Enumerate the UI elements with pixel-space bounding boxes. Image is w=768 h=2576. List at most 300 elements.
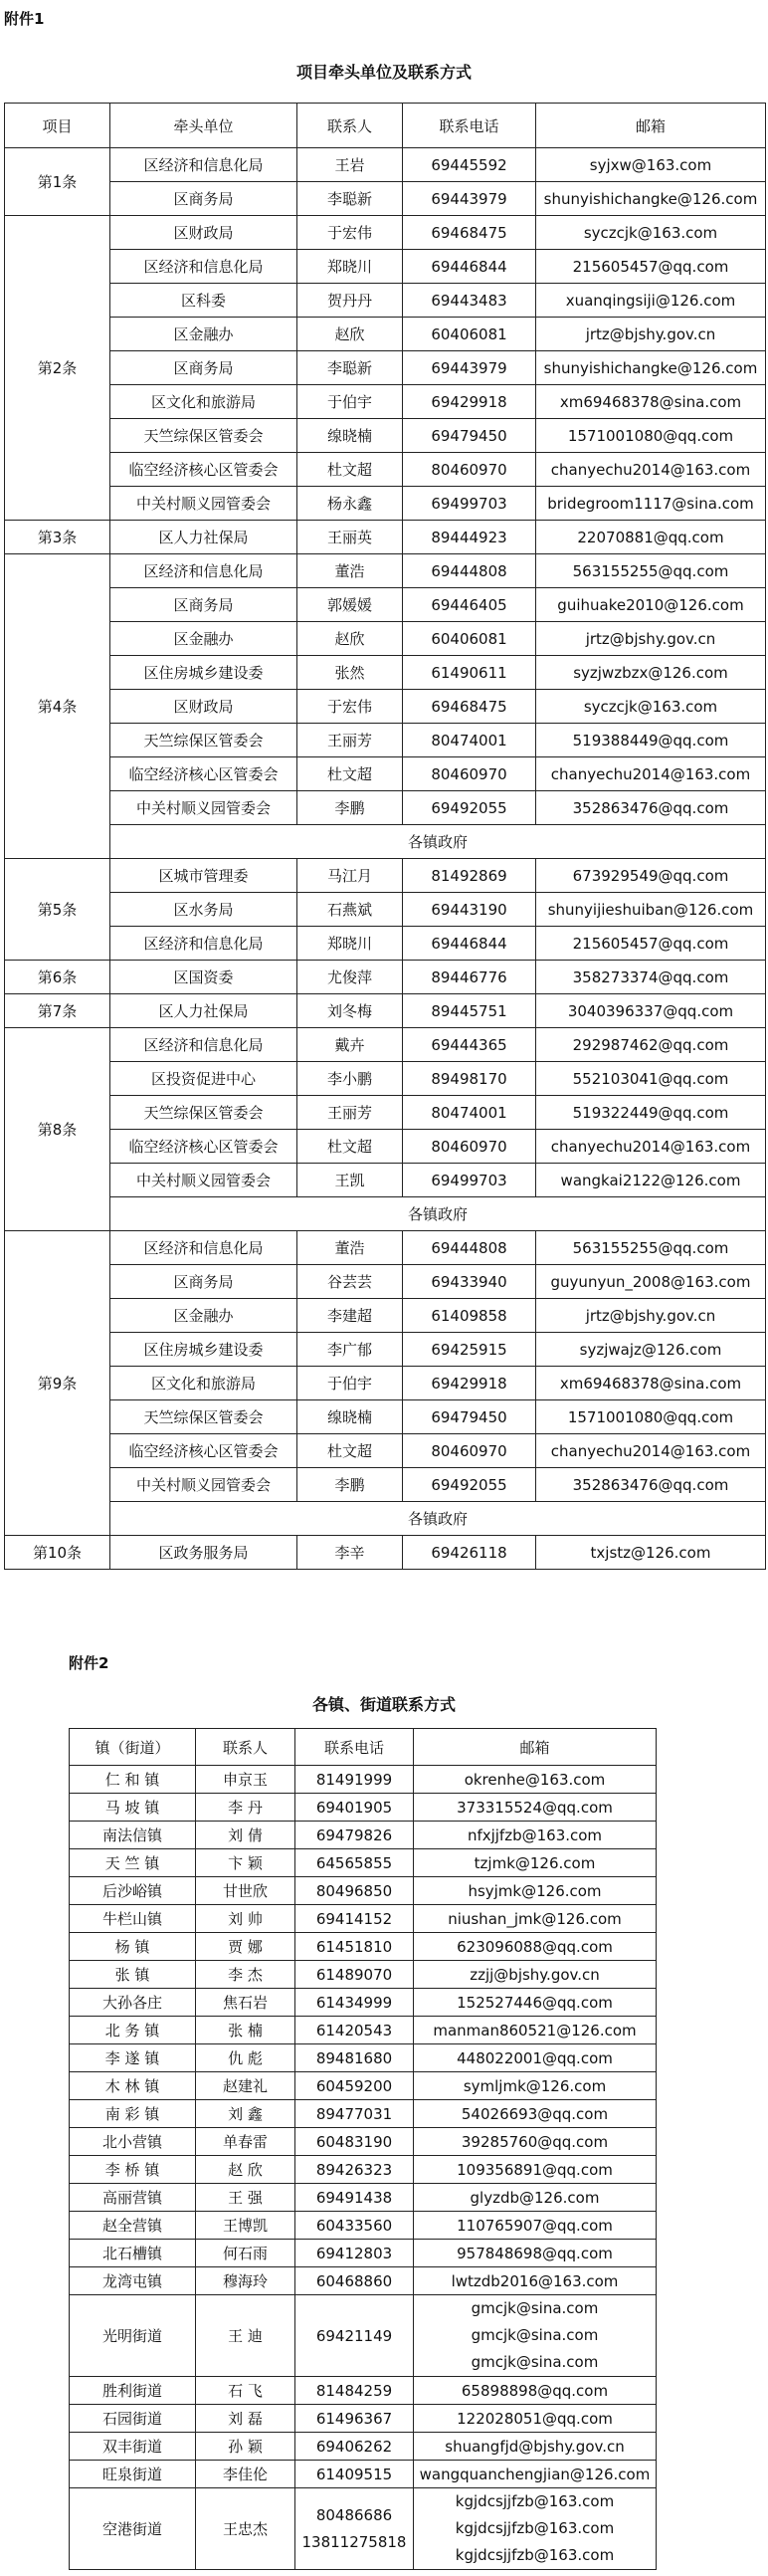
contact-cell: 李 丹 bbox=[196, 1794, 295, 1822]
unit-cell: 区住房城乡建设委 bbox=[110, 656, 297, 690]
email-cell: 110765907@qq.com bbox=[414, 2212, 657, 2240]
email-cell: guyunyun_2008@163.com bbox=[536, 1265, 766, 1299]
annex1-label: 附件1 bbox=[4, 10, 45, 28]
phone-cell: 89498170 bbox=[403, 1062, 536, 1096]
contact-cell: 于宏伟 bbox=[297, 216, 403, 250]
contact-cell: 李鹏 bbox=[297, 791, 403, 825]
table-row bbox=[5, 1096, 766, 1130]
email-cell-line: gmcjk@sina.com bbox=[471, 2326, 599, 2344]
phone-cell: 69425915 bbox=[403, 1333, 536, 1367]
unit-cell: 区金融办 bbox=[110, 1299, 297, 1333]
email-cell: 22070881@qq.com bbox=[536, 521, 766, 554]
table-row bbox=[5, 1367, 766, 1400]
unit-cell: 区水务局 bbox=[110, 893, 297, 927]
table-row bbox=[5, 1536, 766, 1570]
town-cell: 李 桥 镇 bbox=[70, 2156, 196, 2184]
table-row bbox=[5, 825, 766, 859]
contact-cell: 李小鹏 bbox=[297, 1062, 403, 1096]
unit-cell: 中关村顺义园管委会 bbox=[110, 791, 297, 825]
phone-cell-line: 80486686 bbox=[315, 2505, 393, 2524]
lead-unit-table-body bbox=[5, 148, 766, 1570]
unit-cell: 中关村顺义园管委会 bbox=[110, 1164, 297, 1197]
table-row bbox=[5, 521, 766, 554]
contact-cell: 李建超 bbox=[297, 1299, 403, 1333]
phone-cell: 80496850 bbox=[295, 1877, 414, 1905]
email-cell: chanyechu2014@163.com bbox=[536, 453, 766, 487]
table-row bbox=[5, 284, 766, 318]
contact-cell: 石 飞 bbox=[196, 2377, 295, 2405]
unit-cell: 区城市管理委 bbox=[110, 859, 297, 893]
table-row bbox=[5, 893, 766, 927]
table-row bbox=[70, 2184, 657, 2212]
email-cell bbox=[414, 2295, 657, 2377]
town-cell: 双丰街道 bbox=[70, 2433, 196, 2461]
contact-cell: 赵欣 bbox=[297, 318, 403, 351]
unit-cell: 天竺综保区管委会 bbox=[110, 1096, 297, 1130]
contact-cell: 李 杰 bbox=[196, 1961, 295, 1989]
email-cell: shuangfjd@bjshy.gov.cn bbox=[414, 2433, 657, 2461]
contact-cell: 王忠杰 bbox=[196, 2488, 295, 2570]
email-cell: shunyijieshuiban@126.com bbox=[536, 893, 766, 927]
table-row bbox=[5, 318, 766, 351]
contact-cell: 王博凯 bbox=[196, 2212, 295, 2240]
phone-cell: 89426323 bbox=[295, 2156, 414, 2184]
town-cell: 大孙各庄 bbox=[70, 1989, 196, 2017]
phone-cell: 69499703 bbox=[403, 487, 536, 521]
phone-cell: 61434999 bbox=[295, 1989, 414, 2017]
table-row bbox=[5, 1197, 766, 1231]
unit-cell: 区财政局 bbox=[110, 216, 297, 250]
table-row bbox=[5, 1130, 766, 1164]
unit-cell: 临空经济核心区管委会 bbox=[110, 1130, 297, 1164]
email-cell: tzjmk@126.com bbox=[414, 1849, 657, 1877]
table-row bbox=[5, 724, 766, 757]
contact-cell: 刘冬梅 bbox=[297, 994, 403, 1028]
phone-cell: 60459200 bbox=[295, 2072, 414, 2100]
table-row bbox=[70, 2100, 657, 2128]
town-cell: 木 林 镇 bbox=[70, 2072, 196, 2100]
item-cell: 第5条 bbox=[5, 859, 110, 961]
table-row bbox=[70, 2156, 657, 2184]
email-cell: 957848698@qq.com bbox=[414, 2240, 657, 2267]
item-cell: 第3条 bbox=[5, 521, 110, 554]
email-cell: jrtz@bjshy.gov.cn bbox=[536, 318, 766, 351]
contact-cell: 郑晓川 bbox=[297, 250, 403, 284]
table-row bbox=[70, 1766, 657, 1794]
item-cell: 第9条 bbox=[5, 1231, 110, 1536]
table-row bbox=[70, 2212, 657, 2240]
header-phone: 联系电话 bbox=[295, 1729, 414, 1766]
email-cell: bridegroom1117@sina.com bbox=[536, 487, 766, 521]
contact-cell: 王凯 bbox=[297, 1164, 403, 1197]
unit-cell: 区经济和信息化局 bbox=[110, 927, 297, 961]
contact-cell: 李聪新 bbox=[297, 351, 403, 385]
contact-cell: 刘 帅 bbox=[196, 1905, 295, 1933]
phone-cell: 81492869 bbox=[403, 859, 536, 893]
email-cell: 152527446@qq.com bbox=[414, 1989, 657, 2017]
phone-cell: 69492055 bbox=[403, 1468, 536, 1502]
email-cell: 1571001080@qq.com bbox=[536, 419, 766, 453]
header-phone: 联系电话 bbox=[403, 104, 536, 148]
email-cell: chanyechu2014@163.com bbox=[536, 1130, 766, 1164]
phone-cell: 69443190 bbox=[403, 893, 536, 927]
phone-cell: 69444808 bbox=[403, 1231, 536, 1265]
unit-cell: 区商务局 bbox=[110, 182, 297, 216]
town-contact-table bbox=[69, 1728, 657, 2570]
email-cell: lwtzdb2016@163.com bbox=[414, 2267, 657, 2295]
phone-cell: 89481680 bbox=[295, 2044, 414, 2072]
header-email: 邮箱 bbox=[414, 1729, 657, 1766]
town-cell: 仁 和 镇 bbox=[70, 1766, 196, 1794]
email-cell: chanyechu2014@163.com bbox=[536, 1434, 766, 1468]
contact-cell: 缐晓楠 bbox=[297, 1400, 403, 1434]
phone-cell: 89444923 bbox=[403, 521, 536, 554]
email-cell: manman860521@126.com bbox=[414, 2017, 657, 2044]
phone-cell: 69414152 bbox=[295, 1905, 414, 1933]
table-row bbox=[70, 1822, 657, 1849]
email-cell: xm69468378@sina.com bbox=[536, 385, 766, 419]
contact-cell: 穆海玲 bbox=[196, 2267, 295, 2295]
town-cell: 胜利街道 bbox=[70, 2377, 196, 2405]
contact-cell: 赵 欣 bbox=[196, 2156, 295, 2184]
email-cell: syczcjk@163.com bbox=[536, 690, 766, 724]
contact-cell: 马江月 bbox=[297, 859, 403, 893]
phone-cell: 69479450 bbox=[403, 419, 536, 453]
email-cell: 292987462@qq.com bbox=[536, 1028, 766, 1062]
table-row bbox=[70, 2405, 657, 2433]
phone-cell: 69401905 bbox=[295, 1794, 414, 1822]
email-cell-line: kgjdcsjjfzb@163.com bbox=[455, 2546, 615, 2564]
town-cell: 北石槽镇 bbox=[70, 2240, 196, 2267]
table-row bbox=[5, 1434, 766, 1468]
table-row bbox=[70, 2240, 657, 2267]
email-cell: syzjwajz@126.com bbox=[536, 1333, 766, 1367]
email-cell-line: gmcjk@sina.com bbox=[471, 2353, 599, 2371]
unit-cell: 区金融办 bbox=[110, 318, 297, 351]
phone-cell: 69429918 bbox=[403, 1367, 536, 1400]
table-row bbox=[5, 419, 766, 453]
phone-cell: 89445751 bbox=[403, 994, 536, 1028]
contact-cell: 焦石岩 bbox=[196, 1989, 295, 2017]
unit-cell: 区投资促进中心 bbox=[110, 1062, 297, 1096]
table-row bbox=[5, 453, 766, 487]
phone-cell: 69446844 bbox=[403, 927, 536, 961]
unit-cell: 区住房城乡建设委 bbox=[110, 1333, 297, 1367]
town-cell: 光明街道 bbox=[70, 2295, 196, 2377]
annex1-title: 项目牵头单位及联系方式 bbox=[295, 63, 472, 82]
table-row bbox=[5, 961, 766, 994]
email-cell: 122028051@qq.com bbox=[414, 2405, 657, 2433]
table-row bbox=[5, 1062, 766, 1096]
email-cell: 65898898@qq.com bbox=[414, 2377, 657, 2405]
table-row bbox=[5, 622, 766, 656]
email-cell: 352863476@qq.com bbox=[536, 791, 766, 825]
table-row bbox=[5, 1502, 766, 1536]
town-cell: 马 坡 镇 bbox=[70, 1794, 196, 1822]
phone-cell: 69426118 bbox=[403, 1536, 536, 1570]
unit-cell: 临空经济核心区管委会 bbox=[110, 453, 297, 487]
table-row bbox=[5, 250, 766, 284]
phone-cell: 80460970 bbox=[403, 1434, 536, 1468]
unit-cell: 区经济和信息化局 bbox=[110, 1028, 297, 1062]
table-row bbox=[5, 588, 766, 622]
phone-cell: 81484259 bbox=[295, 2377, 414, 2405]
town-contact-table-body bbox=[70, 1766, 657, 2570]
email-cell: 109356891@qq.com bbox=[414, 2156, 657, 2184]
email-cell: 352863476@qq.com bbox=[536, 1468, 766, 1502]
phone-cell: 61496367 bbox=[295, 2405, 414, 2433]
table-row bbox=[5, 1231, 766, 1265]
contact-cell: 仇 彪 bbox=[196, 2044, 295, 2072]
contact-cell: 石燕斌 bbox=[297, 893, 403, 927]
unit-cell: 区经济和信息化局 bbox=[110, 554, 297, 588]
email-cell: wangkai2122@126.com bbox=[536, 1164, 766, 1197]
phone-cell bbox=[295, 2488, 414, 2570]
table-row bbox=[5, 1164, 766, 1197]
unit-cell: 区经济和信息化局 bbox=[110, 250, 297, 284]
table-row bbox=[70, 1794, 657, 1822]
contact-cell: 王丽英 bbox=[297, 521, 403, 554]
table-row bbox=[70, 1849, 657, 1877]
email-cell: 54026693@qq.com bbox=[414, 2100, 657, 2128]
email-cell: wangquanchengjian@126.com bbox=[414, 2461, 657, 2488]
table-row bbox=[5, 351, 766, 385]
email-cell: jrtz@bjshy.gov.cn bbox=[536, 1299, 766, 1333]
email-cell: 3040396337@qq.com bbox=[536, 994, 766, 1028]
phone-cell: 69446844 bbox=[403, 250, 536, 284]
contact-cell: 董浩 bbox=[297, 1231, 403, 1265]
phone-cell: 69421149 bbox=[295, 2295, 414, 2377]
email-cell: 39285760@qq.com bbox=[414, 2128, 657, 2156]
table-row bbox=[70, 2377, 657, 2405]
email-cell: symljmk@126.com bbox=[414, 2072, 657, 2100]
phone-cell: 89446776 bbox=[403, 961, 536, 994]
phone-cell: 69492055 bbox=[403, 791, 536, 825]
phone-cell: 80460970 bbox=[403, 453, 536, 487]
town-cell: 天 竺 镇 bbox=[70, 1849, 196, 1877]
phone-cell: 69499703 bbox=[403, 1164, 536, 1197]
town-cell: 龙湾屯镇 bbox=[70, 2267, 196, 2295]
table-row bbox=[5, 182, 766, 216]
contact-cell: 甘世欣 bbox=[196, 1877, 295, 1905]
phone-cell: 80460970 bbox=[403, 757, 536, 791]
contact-cell: 戴卉 bbox=[297, 1028, 403, 1062]
email-cell: guihuake2010@126.com bbox=[536, 588, 766, 622]
phone-cell: 69479450 bbox=[403, 1400, 536, 1434]
email-cell-line: kgjdcsjjfzb@163.com bbox=[455, 2519, 615, 2537]
email-cell: syjxw@163.com bbox=[536, 148, 766, 182]
contact-cell: 于宏伟 bbox=[297, 690, 403, 724]
phone-cell: 69444365 bbox=[403, 1028, 536, 1062]
email-cell: shunyishichangke@126.com bbox=[536, 182, 766, 216]
contact-cell: 李鹏 bbox=[297, 1468, 403, 1502]
header-unit: 牵头单位 bbox=[110, 104, 297, 148]
unit-cell: 区人力社保局 bbox=[110, 994, 297, 1028]
contact-cell: 李佳伦 bbox=[196, 2461, 295, 2488]
table-row bbox=[70, 1877, 657, 1905]
footer-cell: 各镇政府 bbox=[110, 1502, 766, 1536]
contact-cell: 刘 磊 bbox=[196, 2405, 295, 2433]
unit-cell: 区金融办 bbox=[110, 622, 297, 656]
unit-cell: 区科委 bbox=[110, 284, 297, 318]
unit-cell: 区政务服务局 bbox=[110, 1536, 297, 1570]
town-cell: 张 镇 bbox=[70, 1961, 196, 1989]
footer-cell: 各镇政府 bbox=[110, 1197, 766, 1231]
email-cell: 623096088@qq.com bbox=[414, 1933, 657, 1961]
phone-cell: 69468475 bbox=[403, 216, 536, 250]
table-row bbox=[70, 2461, 657, 2488]
town-cell: 后沙峪镇 bbox=[70, 1877, 196, 1905]
table-row bbox=[5, 757, 766, 791]
email-cell: zzjj@bjshy.gov.cn bbox=[414, 1961, 657, 1989]
unit-cell: 天竺综保区管委会 bbox=[110, 724, 297, 757]
unit-cell: 区财政局 bbox=[110, 690, 297, 724]
contact-cell: 张 楠 bbox=[196, 2017, 295, 2044]
contact-cell: 赵建礼 bbox=[196, 2072, 295, 2100]
table-row bbox=[70, 1933, 657, 1961]
unit-cell: 区商务局 bbox=[110, 588, 297, 622]
email-cell: 552103041@qq.com bbox=[536, 1062, 766, 1096]
phone-cell: 61490611 bbox=[403, 656, 536, 690]
table-row bbox=[5, 148, 766, 182]
table-row bbox=[5, 1468, 766, 1502]
footer-cell: 各镇政府 bbox=[110, 825, 766, 859]
phone-cell: 60406081 bbox=[403, 318, 536, 351]
phone-cell: 69406262 bbox=[295, 2433, 414, 2461]
town-cell: 牛栏山镇 bbox=[70, 1905, 196, 1933]
table-row bbox=[5, 1333, 766, 1367]
table-row bbox=[5, 385, 766, 419]
phone-cell: 80474001 bbox=[403, 1096, 536, 1130]
contact-cell: 董浩 bbox=[297, 554, 403, 588]
unit-cell: 中关村顺义园管委会 bbox=[110, 487, 297, 521]
annex2-label: 附件2 bbox=[69, 1654, 109, 1672]
phone-cell: 69433940 bbox=[403, 1265, 536, 1299]
item-cell: 第10条 bbox=[5, 1536, 110, 1570]
phone-cell: 61409858 bbox=[403, 1299, 536, 1333]
table-row bbox=[70, 1989, 657, 2017]
contact-cell: 李广郁 bbox=[297, 1333, 403, 1367]
table-row bbox=[5, 1400, 766, 1434]
town-cell: 空港街道 bbox=[70, 2488, 196, 2570]
contact-cell: 杨永鑫 bbox=[297, 487, 403, 521]
phone-cell: 69443979 bbox=[403, 351, 536, 385]
phone-cell: 69468475 bbox=[403, 690, 536, 724]
unit-cell: 区经济和信息化局 bbox=[110, 1231, 297, 1265]
table-row bbox=[70, 2433, 657, 2461]
phone-cell: 80474001 bbox=[403, 724, 536, 757]
town-cell: 李 遂 镇 bbox=[70, 2044, 196, 2072]
contact-cell: 于伯宇 bbox=[297, 1367, 403, 1400]
email-cell: 448022001@qq.com bbox=[414, 2044, 657, 2072]
phone-cell: 69412803 bbox=[295, 2240, 414, 2267]
email-cell: chanyechu2014@163.com bbox=[536, 757, 766, 791]
contact-cell: 王丽芳 bbox=[297, 1096, 403, 1130]
contact-cell: 张然 bbox=[297, 656, 403, 690]
item-cell: 第6条 bbox=[5, 961, 110, 994]
contact-cell: 王 迪 bbox=[196, 2295, 295, 2377]
lead-unit-table bbox=[4, 103, 766, 1570]
town-cell: 旺泉街道 bbox=[70, 2461, 196, 2488]
phone-cell: 69445592 bbox=[403, 148, 536, 182]
email-cell: xuanqingsiji@126.com bbox=[536, 284, 766, 318]
contact-cell: 赵欣 bbox=[297, 622, 403, 656]
email-cell: syczcjk@163.com bbox=[536, 216, 766, 250]
contact-cell: 何石雨 bbox=[196, 2240, 295, 2267]
phone-cell: 69446405 bbox=[403, 588, 536, 622]
email-cell: syzjwzbzx@126.com bbox=[536, 656, 766, 690]
contact-cell: 李辛 bbox=[297, 1536, 403, 1570]
email-cell: txjstz@126.com bbox=[536, 1536, 766, 1570]
email-cell: hsyjmk@126.com bbox=[414, 1877, 657, 1905]
town-cell: 北小营镇 bbox=[70, 2128, 196, 2156]
email-cell: 563155255@qq.com bbox=[536, 554, 766, 588]
header-contact: 联系人 bbox=[196, 1729, 295, 1766]
header-email: 邮箱 bbox=[536, 104, 766, 148]
item-cell: 第4条 bbox=[5, 554, 110, 859]
town-cell: 石园街道 bbox=[70, 2405, 196, 2433]
table-row bbox=[70, 1961, 657, 1989]
contact-cell: 卞 颖 bbox=[196, 1849, 295, 1877]
email-cell: okrenhe@163.com bbox=[414, 1766, 657, 1794]
phone-cell: 69443483 bbox=[403, 284, 536, 318]
unit-cell: 临空经济核心区管委会 bbox=[110, 757, 297, 791]
phone-cell: 60483190 bbox=[295, 2128, 414, 2156]
table-row bbox=[5, 791, 766, 825]
unit-cell: 天竺综保区管委会 bbox=[110, 1400, 297, 1434]
phone-cell: 69444808 bbox=[403, 554, 536, 588]
phone-cell: 61420543 bbox=[295, 2017, 414, 2044]
table-row bbox=[70, 2072, 657, 2100]
phone-cell: 60433560 bbox=[295, 2212, 414, 2240]
table-row bbox=[5, 554, 766, 588]
contact-cell: 贾 娜 bbox=[196, 1933, 295, 1961]
phone-cell: 61489070 bbox=[295, 1961, 414, 1989]
table-row bbox=[70, 2017, 657, 2044]
table-row bbox=[70, 1905, 657, 1933]
email-cell: niushan_jmk@126.com bbox=[414, 1905, 657, 1933]
unit-cell: 区文化和旅游局 bbox=[110, 385, 297, 419]
phone-cell: 60406081 bbox=[403, 622, 536, 656]
table-header-row bbox=[5, 104, 766, 148]
town-cell: 杨 镇 bbox=[70, 1933, 196, 1961]
contact-cell: 杜文超 bbox=[297, 1434, 403, 1468]
contact-cell: 谷芸芸 bbox=[297, 1265, 403, 1299]
email-cell: 215605457@qq.com bbox=[536, 250, 766, 284]
table-row bbox=[70, 2044, 657, 2072]
phone-cell: 69479826 bbox=[295, 1822, 414, 1849]
table-row bbox=[70, 2488, 657, 2570]
contact-cell: 刘 鑫 bbox=[196, 2100, 295, 2128]
table-row bbox=[5, 690, 766, 724]
contact-cell: 尤俊萍 bbox=[297, 961, 403, 994]
contact-cell: 杜文超 bbox=[297, 1130, 403, 1164]
contact-cell: 杜文超 bbox=[297, 757, 403, 791]
annex2-title: 各镇、街道联系方式 bbox=[311, 1695, 456, 1714]
contact-cell: 缐晓楠 bbox=[297, 419, 403, 453]
phone-cell: 60468860 bbox=[295, 2267, 414, 2295]
table-row bbox=[5, 656, 766, 690]
table-row bbox=[5, 1265, 766, 1299]
table-row bbox=[5, 487, 766, 521]
contact-cell: 于伯宇 bbox=[297, 385, 403, 419]
contact-cell: 郭媛媛 bbox=[297, 588, 403, 622]
unit-cell: 区国资委 bbox=[110, 961, 297, 994]
email-cell-line: gmcjk@sina.com bbox=[471, 2299, 599, 2317]
table-row bbox=[70, 2295, 657, 2377]
email-cell-line: kgjdcsjjfzb@163.com bbox=[455, 2492, 615, 2510]
email-cell: 358273374@qq.com bbox=[536, 961, 766, 994]
